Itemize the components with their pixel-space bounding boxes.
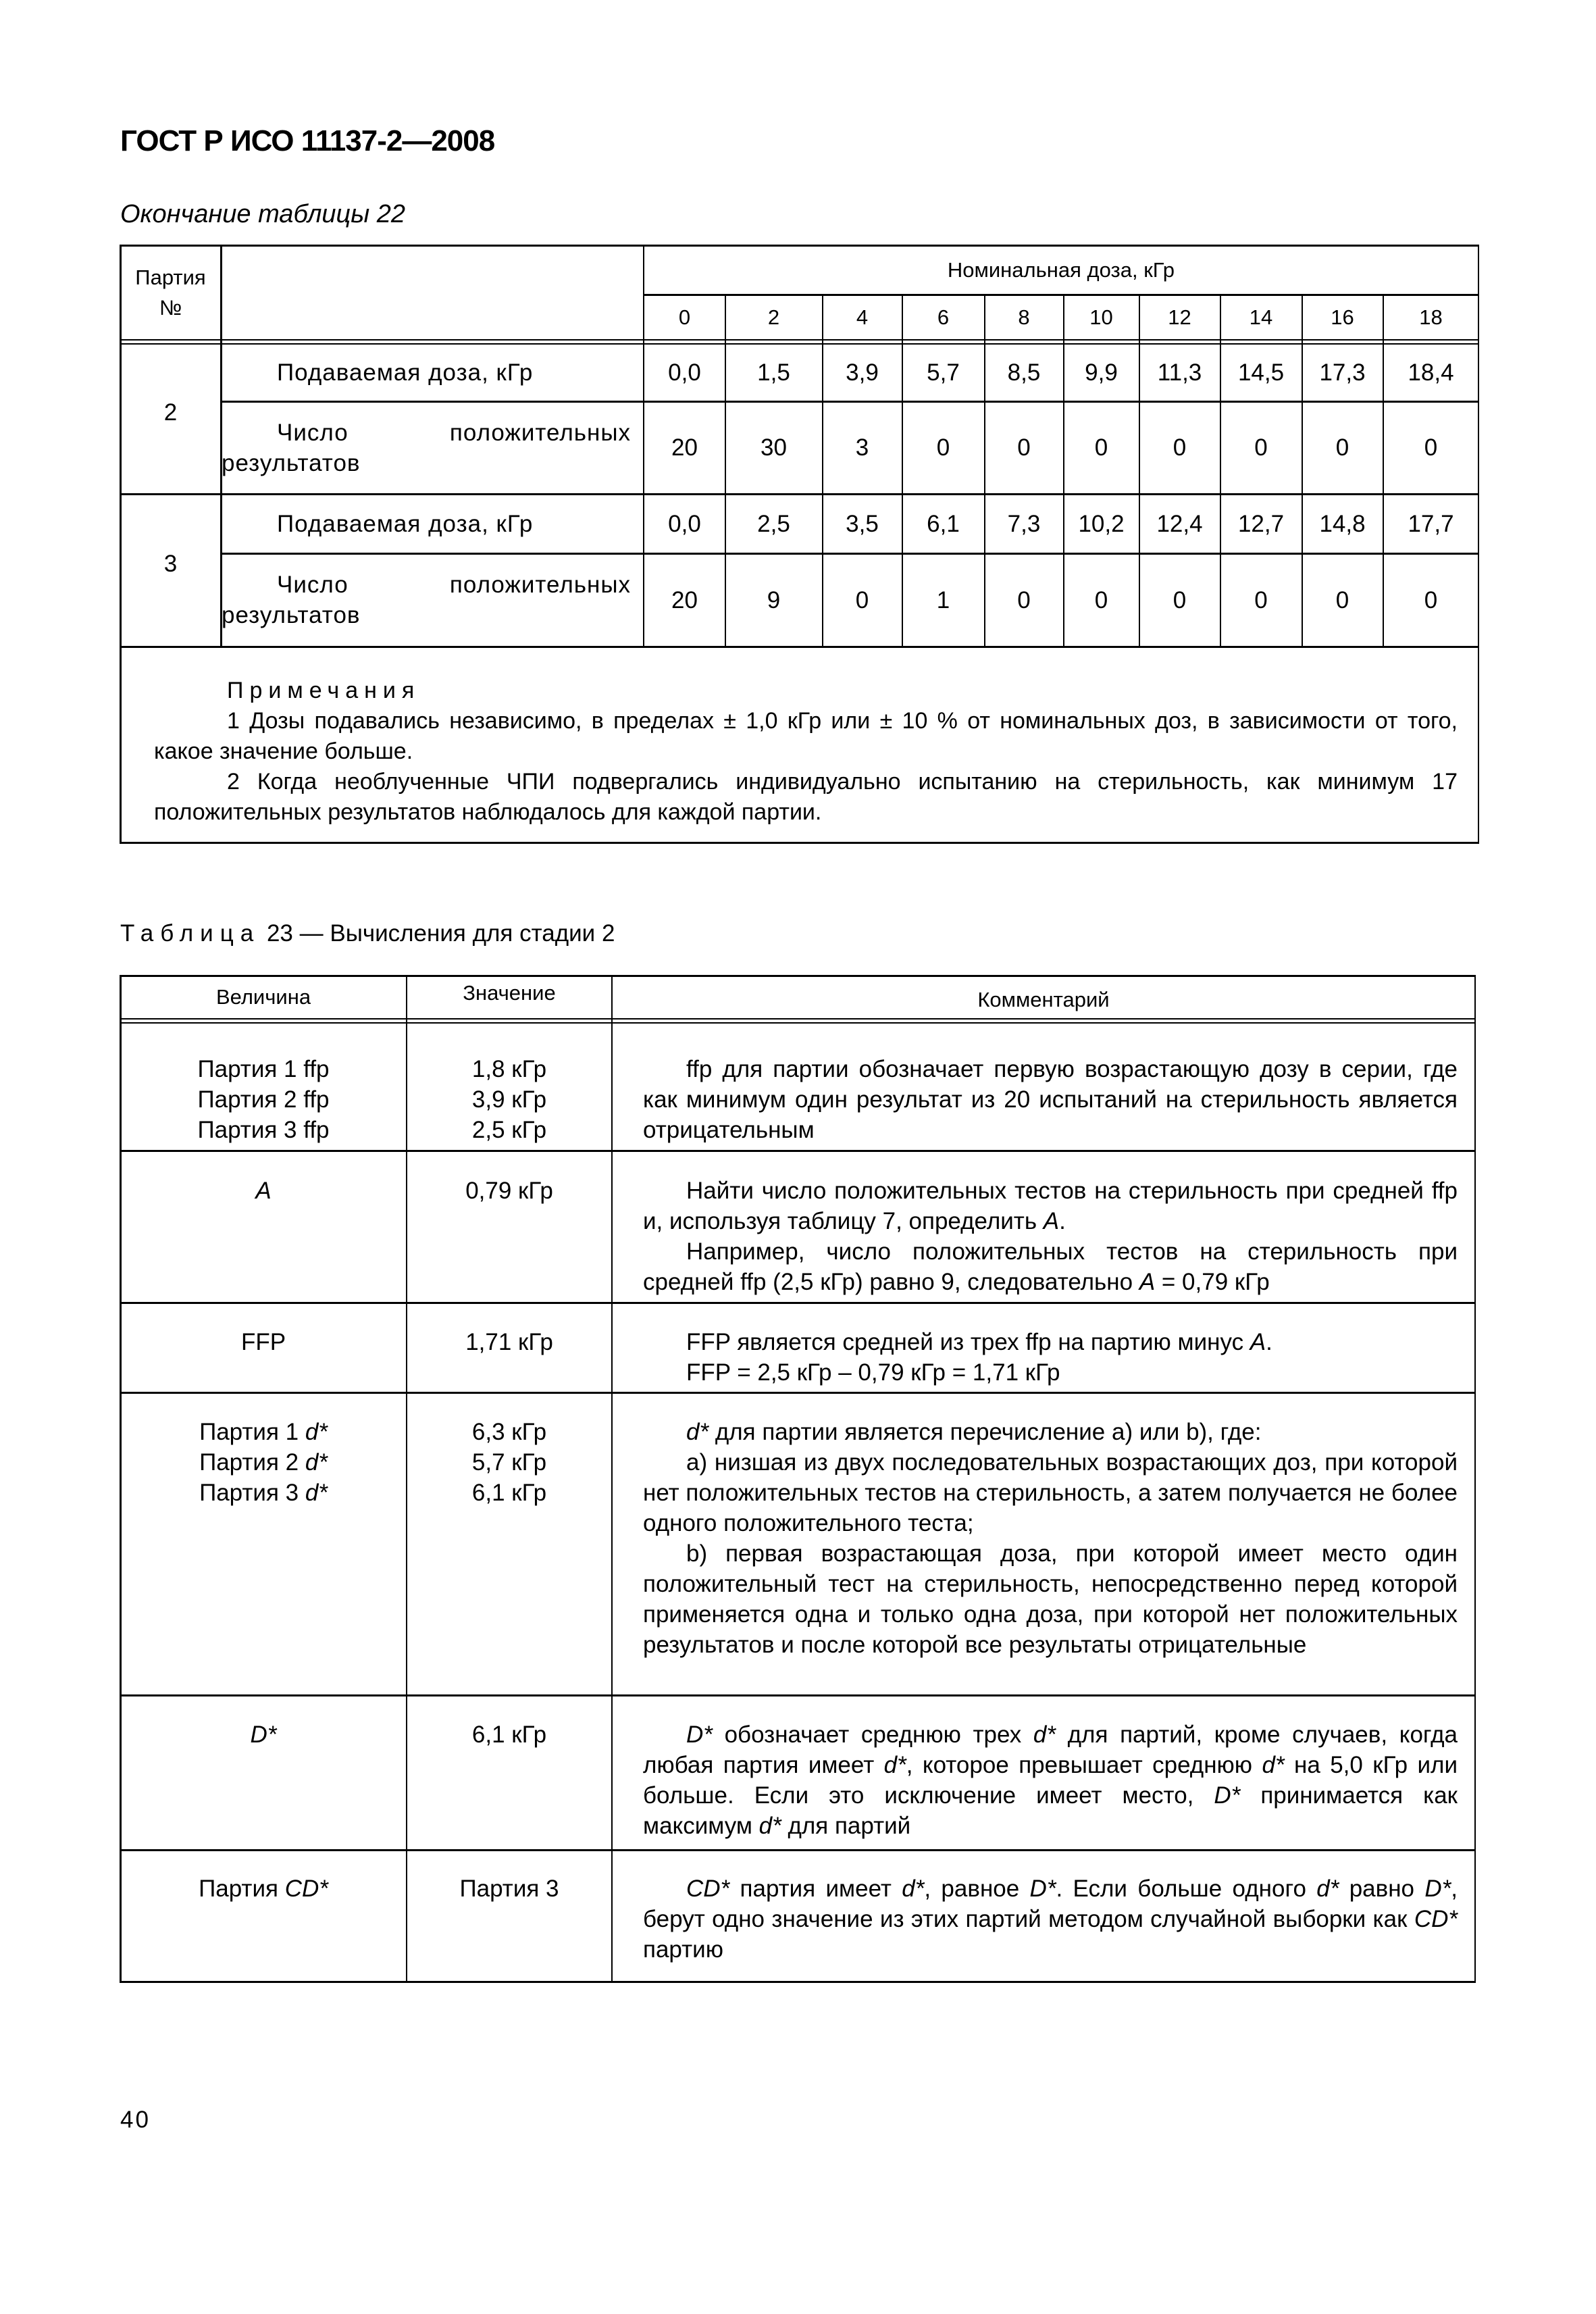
row-label-text: Число положительных результатов	[222, 572, 631, 628]
row-label-text: Подаваемая доза, кГр	[277, 359, 534, 386]
row-label-text: Подаваемая доза, кГр	[277, 510, 534, 537]
value-cell	[407, 1417, 611, 1508]
nominal-dose-header-cell: 10	[1089, 305, 1113, 329]
dose-value-cell: 12,7	[1237, 510, 1285, 537]
comment-paragraph: а) низшая из двух последовательных возрастающих доз, при которой нет положительных тестов на стерильность, а затем получается не более одного положительного теста;	[643, 1449, 1458, 1536]
nominal-dose-header-cell: 0	[678, 305, 691, 329]
dose-value-cell: 3	[855, 434, 869, 461]
dose-value-cell: 9,9	[1085, 359, 1118, 386]
dose-value-cell: 17,7	[1408, 510, 1454, 537]
batch-number-cell: 2	[163, 399, 178, 426]
dose-value-cell: 14,5	[1237, 359, 1285, 386]
dose-value-cell: 0,0	[668, 359, 701, 386]
dose-value-cell: 2,5	[757, 510, 790, 537]
value-line: 6,1 кГр	[471, 1480, 547, 1506]
comment-cell	[643, 1176, 1458, 1297]
document-title: ГОСТ Р ИСО 11137-2—2008	[120, 124, 495, 157]
value-cell	[407, 1054, 611, 1145]
dose-value-cell: 0	[1173, 586, 1187, 613]
quantity-line: Партия CD*	[199, 1876, 328, 1902]
value-line: 6,1 кГр	[471, 1721, 547, 1748]
nominal-dose-header-cell: 12	[1168, 305, 1191, 329]
header-batch-number: Партия №	[135, 266, 206, 320]
value-line: 6,3 кГр	[471, 1419, 547, 1445]
dose-value-cell: 14,8	[1319, 510, 1366, 537]
note-2: 2 Когда необлученные ЧПИ подвергались индивидуально испытанию на стерильность, как минимум 17 положительных результатов наблюдалось для каждой партии.	[154, 769, 1458, 825]
batch-number-cell: 3	[163, 550, 178, 577]
dose-value-cell: 9	[767, 586, 781, 613]
dose-value-cell: 0	[1335, 586, 1349, 613]
value-line: 3,9 кГр	[471, 1086, 547, 1113]
quantity-line: Партия 3 d*	[199, 1480, 328, 1506]
header-comment: Комментарий	[977, 987, 1110, 1011]
dose-value-cell: 0	[1254, 586, 1268, 613]
comment-paragraph: Например, число положительных тестов на стерильность при средней ffp (2,5 кГр) равно 9, следовательно A = 0,79 кГр	[643, 1238, 1458, 1295]
nominal-dose-header-cell: 14	[1249, 305, 1273, 329]
dose-value-cell: 7,3	[1007, 510, 1041, 537]
value-line: 1,8 кГр	[471, 1056, 547, 1082]
comment-paragraph: FFP = 2,5 кГр – 0,79 кГр = 1,71 кГр	[686, 1359, 1060, 1386]
quantity-line: Партия 2 ffp	[197, 1086, 330, 1113]
quantity-cell	[121, 1873, 406, 1904]
value-cell	[407, 1176, 611, 1206]
dose-value-cell: 0	[1173, 434, 1187, 461]
value-cell	[407, 1873, 611, 1904]
quantity-line: Партия 1 ffp	[197, 1056, 330, 1082]
value-cell	[407, 1327, 611, 1357]
page-number: 40	[120, 2107, 151, 2133]
comment-paragraph: b) первая возрастающая доза, при которой имеет место один положительный тест на стерильность, непосредственно перед которой применяется одна и только одна доза, при которой нет положительных результатов и после которой все результаты отрицательные	[643, 1540, 1458, 1658]
dose-value-cell: 0	[1254, 434, 1268, 461]
row-label-delivered-dose	[222, 495, 631, 553]
table-22-notes	[154, 676, 1458, 828]
quantity-cell	[121, 1054, 406, 1145]
comment-cell	[643, 1417, 1458, 1660]
dose-value-cell: 10,2	[1078, 510, 1125, 537]
quantity-cell	[121, 1327, 406, 1357]
comment-paragraph: ffp для партии обозначает первую возрастающую дозу в серии, где как минимум один результат из 20 испытаний на стерильность является отрицательным	[643, 1056, 1458, 1143]
comment-cell	[643, 1719, 1458, 1841]
comment-paragraph: d* для партии является перечисление а) или b), где:	[686, 1419, 1262, 1445]
dose-value-cell: 17,3	[1319, 359, 1366, 386]
row-label-positive-results	[222, 554, 631, 646]
row-label-positive-results	[222, 402, 631, 493]
comment-paragraph: Найти число положительных тестов на стерильность при средней ffp и, используя таблицу 7, определить A.	[643, 1178, 1458, 1234]
table-23-caption-title: 23 — Вычисления для стадии 2	[266, 920, 615, 947]
quantity-line: Партия 2 d*	[199, 1449, 328, 1476]
dose-value-cell: 0,0	[668, 510, 701, 537]
quantity-cell	[121, 1176, 406, 1206]
dose-value-cell: 0	[936, 434, 950, 461]
comment-cell	[643, 1054, 1458, 1145]
dose-value-cell: 6,1	[927, 510, 960, 537]
row-label-delivered-dose	[222, 345, 631, 401]
dose-value-cell: 3,5	[846, 510, 879, 537]
dose-value-cell: 30	[761, 434, 787, 461]
dose-value-cell: 20	[671, 586, 698, 613]
table-23-caption	[120, 920, 615, 947]
quantity-cell	[121, 1417, 406, 1508]
header-quantity: Величина	[215, 984, 311, 1009]
dose-value-cell: 0	[1424, 434, 1438, 461]
notes-title: Примечания	[227, 678, 421, 703]
dose-value-cell: 18,4	[1408, 359, 1454, 386]
table-continuation-caption: Окончание таблицы 22	[120, 200, 406, 228]
dose-value-cell: 1	[936, 586, 950, 613]
dose-value-cell: 0	[1017, 586, 1031, 613]
nominal-dose-header-cell: 6	[937, 305, 950, 329]
dose-value-cell: 0	[1094, 434, 1108, 461]
note-1: 1 Дозы подавались независимо, в пределах ± 1,0 кГр или ± 10 % от номинальных доз, в зависимости от того, какое значение больше.	[154, 708, 1458, 764]
value-line: Партия 3	[459, 1876, 559, 1902]
value-cell	[407, 1719, 611, 1750]
dose-value-cell: 12,4	[1156, 510, 1203, 537]
row-label-text: Число положительных результатов	[222, 419, 631, 476]
dose-value-cell: 8,5	[1007, 359, 1041, 386]
quantity-line: FFP	[240, 1329, 286, 1355]
dose-value-cell: 0	[1424, 586, 1438, 613]
dose-value-cell: 0	[1094, 586, 1108, 613]
value-line: 0,79 кГр	[465, 1178, 553, 1204]
nominal-dose-header-cell: 4	[856, 305, 869, 329]
quantity-line: Партия 3 ffp	[197, 1117, 330, 1143]
value-line: 5,7 кГр	[471, 1449, 547, 1476]
quantity-line: Партия 1 d*	[199, 1419, 328, 1445]
comment-cell	[643, 1327, 1458, 1388]
value-line: 1,71 кГр	[465, 1329, 553, 1355]
comment-paragraph: FFP является средней из трех ffp на партию минус A.	[686, 1329, 1272, 1355]
quantity-line: D*	[250, 1721, 277, 1748]
comment-paragraph: CD* партия имеет d*, равное D*. Если больше одного d* равно D*, берут одно значение из этих партий методом случайной выборки как CD* партию	[643, 1876, 1458, 1963]
value-line: 2,5 кГр	[471, 1117, 547, 1143]
dose-value-cell: 0	[1017, 434, 1031, 461]
dose-value-cell: 0	[1335, 434, 1349, 461]
header-value: Значение	[463, 980, 556, 1005]
comment-cell	[643, 1873, 1458, 1965]
nominal-dose-header-cell: 18	[1419, 305, 1443, 329]
comment-paragraph: D* обозначает среднюю трех d* для партий, кроме случаев, когда любая партия имеет d*, которое превышает среднюю d* на 5,0 кГр или больше. Если это исключение имеет место, D* принимается как максимум d* для партий	[643, 1721, 1458, 1839]
dose-value-cell: 1,5	[757, 359, 790, 386]
dose-value-cell: 0	[855, 586, 869, 613]
nominal-dose-header-cell: 8	[1018, 305, 1030, 329]
nominal-dose-header-cell: 2	[767, 305, 780, 329]
dose-value-cell: 11,3	[1157, 359, 1202, 386]
dose-value-cell: 20	[671, 434, 698, 461]
quantity-cell	[121, 1719, 406, 1750]
quantity-line: A	[255, 1178, 272, 1204]
header-nominal-dose: Номинальная доза, кГр	[947, 258, 1175, 282]
table-23-caption-prefix: Таблица	[120, 920, 261, 947]
dose-value-cell: 5,7	[927, 359, 960, 386]
dose-value-cell: 3,9	[846, 359, 879, 386]
nominal-dose-header-cell: 16	[1331, 305, 1354, 329]
